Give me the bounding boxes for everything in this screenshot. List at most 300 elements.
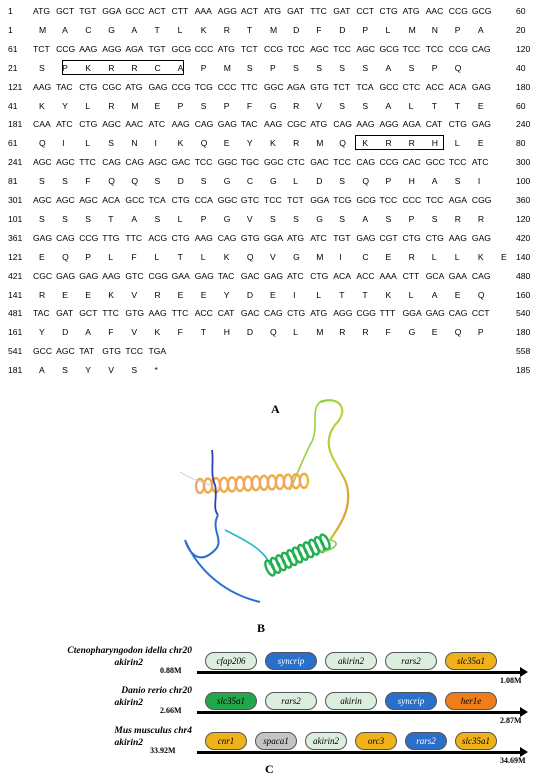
codon: CTT (402, 270, 420, 281)
amino-acid: S (385, 213, 392, 224)
gene-block: cfap206 (205, 652, 257, 670)
codon: CAG (333, 119, 352, 130)
codon: GTG (240, 232, 260, 243)
codon: GAG (194, 270, 214, 281)
codon: GAG (148, 81, 168, 92)
nt-row-start: 541 (8, 346, 23, 357)
codon: GAG (33, 232, 53, 243)
amino-acid: F (177, 327, 183, 338)
amino-acid: R (385, 138, 392, 149)
amino-acid: Y (223, 289, 230, 300)
amino-acid: Q (246, 251, 254, 262)
codon: CCG (448, 6, 468, 16)
amino-acid: N (431, 24, 438, 35)
codon: CCT (471, 308, 490, 319)
chromosome-line (197, 671, 520, 674)
codon: GAG (56, 270, 76, 281)
nt-row-start: 361 (8, 232, 23, 243)
amino-acid: P (62, 62, 68, 73)
helix-turn (300, 474, 308, 488)
codon: AGG (379, 119, 399, 130)
codon: AGA (287, 81, 306, 92)
codon: ATC (56, 119, 73, 130)
nt-row-start: 421 (8, 270, 23, 281)
aa-row-end: 80 (516, 138, 526, 149)
amino-acid: Y (246, 138, 253, 149)
codon: CTG (171, 232, 190, 243)
gene-block: rars2 (385, 652, 437, 670)
codon: TCC (402, 43, 421, 54)
codon: ATG (310, 308, 328, 319)
amino-acid: L (200, 251, 206, 262)
amino-acid: E (431, 327, 438, 338)
protein-3d-structure (170, 390, 370, 620)
amino-acid: F (385, 327, 391, 338)
synteny-panel (0, 630, 550, 765)
amino-acid: V (131, 327, 138, 338)
amino-acid: E (270, 289, 276, 300)
codon: CTG (379, 6, 398, 16)
codon: AAG (148, 308, 167, 319)
codon: AGA (448, 195, 467, 205)
nt-row-end: 558 (516, 346, 531, 357)
codon: GAC (171, 157, 191, 168)
amino-acid: S (339, 62, 346, 73)
amino-acid: L (431, 251, 437, 262)
codon: ACC (194, 308, 213, 319)
codon: AAG (356, 119, 375, 130)
codon: AAG (448, 232, 467, 243)
amino-acid: V (316, 100, 322, 111)
amino-acid: T (200, 327, 206, 338)
track-start-coordinate: 0.88M (160, 666, 182, 675)
amino-acid: S (316, 62, 322, 73)
amino-acid: L (385, 24, 391, 35)
codon: AGC (33, 157, 52, 168)
gene-block: spaca1 (255, 732, 297, 750)
amino-acid: K (362, 138, 369, 149)
amino-acid: P (362, 24, 369, 35)
amino-acid: S (270, 213, 276, 224)
amino-acid: Y (62, 100, 68, 111)
amino-acid: A (385, 100, 392, 111)
amino-acid: I (477, 176, 481, 187)
amino-acid: L (293, 327, 298, 338)
codon: TTC (125, 232, 143, 243)
amino-acid: D (246, 289, 254, 300)
amino-acid: S (293, 62, 299, 73)
amino-acid: D (246, 327, 254, 338)
aa-row-end: 20 (516, 24, 526, 35)
track-end-coordinate: 34.69M (500, 756, 526, 765)
amino-acid: K (270, 138, 276, 149)
amino-acid: G (270, 100, 277, 111)
codon: GCG (171, 43, 192, 54)
codon: GAG (356, 232, 376, 243)
aa-row-start: 181 (8, 365, 23, 376)
codon: AGG (102, 43, 122, 54)
gene-label: akirin2 (114, 698, 143, 708)
nt-row-start: 241 (8, 157, 23, 168)
nt-row-end: 240 (516, 119, 531, 130)
amino-acid: T (431, 100, 437, 111)
amino-acid: E (223, 138, 230, 149)
codon: TAC (56, 81, 73, 92)
chromosome-line (197, 751, 520, 754)
codon: GGC (264, 81, 284, 92)
codon: GTC (240, 195, 260, 205)
aa-row-start: 161 (8, 327, 23, 338)
aa-row-end: 120 (516, 213, 531, 224)
amino-acid: R (108, 62, 115, 73)
nt-row-end: 180 (516, 81, 531, 92)
codon: CCT (356, 6, 375, 16)
amino-acid: A (385, 62, 392, 73)
codon: GAA (171, 270, 190, 281)
gene-block: rars2 (405, 732, 447, 750)
codon: CTT (171, 6, 189, 16)
codon: TTC (79, 157, 96, 168)
codon: ATG (33, 6, 51, 16)
codon: TCC (333, 157, 351, 168)
codon: TAC (217, 270, 235, 281)
amino-acid: S (246, 62, 253, 73)
codon: TAT (79, 346, 95, 357)
codon: CGC (33, 270, 53, 281)
amino-acid: G (108, 24, 115, 35)
amino-acid: K (108, 289, 115, 300)
codon: TCC (194, 157, 213, 168)
aa-row-start: 101 (8, 213, 23, 224)
gene-block: cnr1 (205, 732, 247, 750)
codon: GGC (217, 195, 238, 205)
amino-acid: R (131, 62, 138, 73)
amino-acid: T (108, 213, 114, 224)
codon: GAT (56, 308, 74, 319)
codon: GCC (425, 157, 445, 168)
codon: AGC (102, 119, 121, 130)
amino-acid: S (131, 365, 138, 376)
amino-acid: R (454, 213, 462, 224)
codon: AAG (33, 81, 52, 92)
codon: GAG (264, 270, 284, 281)
codon: AAG (264, 119, 283, 130)
amino-acid: A (431, 176, 438, 187)
track-end-coordinate: 1.08M (500, 676, 522, 685)
amino-acid: E (477, 138, 484, 149)
amino-acid: M (316, 251, 324, 262)
gene-block: rars2 (265, 692, 317, 710)
amino-acid: E (385, 251, 392, 262)
codon: GGA (310, 195, 330, 205)
amino-acid: G (293, 251, 300, 262)
codon: ACG (148, 232, 168, 243)
codon: CCG (448, 43, 468, 54)
codon: GAG (79, 270, 99, 281)
codon: TCT (287, 195, 304, 205)
codon: AAG (79, 43, 98, 54)
helix-turn (228, 477, 236, 491)
amino-acid: N (131, 138, 138, 149)
nt-row-end: 540 (516, 308, 531, 319)
aa-row-end: 60 (516, 100, 526, 111)
codon: TCT (33, 43, 50, 54)
gene-block: slc35a1 (445, 652, 497, 670)
amino-acid: A (362, 213, 369, 224)
helix-turn (284, 475, 292, 489)
codon: CGG (356, 308, 376, 319)
amino-acid: K (154, 327, 161, 338)
codon: ATC (287, 270, 304, 281)
codon: ATG (287, 232, 305, 243)
codon: AGG (217, 6, 237, 16)
codon: CTC (402, 81, 421, 92)
codon: TCC (333, 43, 351, 54)
amino-acid: F (108, 327, 114, 338)
amino-acid: E (501, 251, 507, 262)
amino-acid: I (293, 289, 296, 300)
codon: AGG (333, 308, 353, 319)
codon: CTG (448, 119, 467, 130)
codon: CAG (356, 157, 376, 168)
amino-acid: L (85, 138, 90, 149)
codon: CTC (287, 157, 305, 168)
amino-acid: R (339, 327, 346, 338)
amino-acid: P (477, 327, 484, 338)
codon: AAA (379, 270, 397, 281)
amino-acid: M (223, 62, 231, 73)
codon: TAC (33, 308, 50, 319)
amino-acid: K (385, 289, 392, 300)
codon: GCC (125, 195, 145, 205)
amino-acid: Q (454, 62, 462, 73)
codon: ACA (102, 195, 120, 205)
codon: CAG (125, 157, 145, 168)
amino-acid: P (454, 24, 461, 35)
aa-row-end: 40 (516, 62, 526, 73)
amino-acid: H (408, 176, 415, 187)
codon: ATC (471, 157, 489, 168)
nt-row-end: 300 (516, 157, 531, 168)
amino-acid: E (154, 100, 161, 111)
codon: CCG (264, 43, 284, 54)
codon: ACC (356, 270, 375, 281)
amino-acid: G (270, 176, 277, 187)
coil-segment (290, 402, 320, 490)
amino-acid: Y (39, 327, 45, 338)
codon: GTC (125, 270, 144, 281)
amino-acid: A (85, 327, 91, 338)
codon: TCC (264, 195, 282, 205)
amino-acid: * (154, 365, 158, 376)
gene-block: syncrip (385, 692, 437, 710)
amino-acid: F (316, 24, 322, 35)
amino-acid: D (316, 176, 323, 187)
aa-row-start: 1 (8, 24, 13, 35)
amino-acid: D (177, 176, 184, 187)
codon: GCG (471, 6, 492, 16)
codon: TGT (79, 6, 97, 16)
codon: CGG (471, 195, 492, 205)
helix-turn (276, 475, 284, 489)
helix-turn (236, 477, 244, 491)
codon: AGC (56, 346, 75, 357)
amino-acid: Q (339, 138, 346, 149)
track-start-coordinate: 2.66M (160, 706, 182, 715)
codon: GGA (264, 232, 284, 243)
codon: GGC (264, 157, 284, 168)
amino-acid: A (177, 62, 184, 73)
nls-box-2 (355, 135, 444, 150)
codon: ACT (240, 6, 259, 16)
codon: AAC (125, 119, 144, 130)
codon: GAC (240, 308, 260, 319)
codon: TCC (379, 195, 398, 205)
amino-acid: K (85, 62, 91, 73)
aa-row-end: 185 (516, 365, 531, 376)
nt-row-end: 360 (516, 195, 531, 205)
gene-block: akirin2 (325, 652, 377, 670)
amino-acid: P (431, 62, 438, 73)
codon: TCT (333, 81, 351, 92)
amino-acid: L (454, 138, 460, 149)
codon: TCC (448, 157, 467, 168)
codon: GAT (333, 6, 351, 16)
codon: GGA (102, 6, 122, 16)
aa-row-end: 160 (516, 289, 531, 300)
amino-acid: E (454, 289, 461, 300)
amino-acid: A (131, 213, 138, 224)
amino-acid: L (408, 100, 414, 111)
codon: AGC (79, 195, 98, 205)
codon: CAG (217, 232, 237, 243)
amino-acid: L (154, 251, 160, 262)
amino-acid: S (362, 100, 369, 111)
amino-acid: M (39, 24, 47, 35)
codon: GCT (79, 308, 98, 319)
codon: ATG (264, 6, 282, 16)
amino-acid: L (177, 24, 183, 35)
gene-block: orc3 (355, 732, 397, 750)
gene-block: syncrip (265, 652, 317, 670)
amino-acid: K (477, 251, 484, 262)
codon: GCT (56, 6, 75, 16)
amino-acid: A (431, 289, 438, 300)
nls-box-1 (62, 60, 184, 75)
gene-block: akirin (325, 692, 377, 710)
amino-acid: M (316, 138, 324, 149)
amino-acid: K (39, 100, 45, 111)
amino-acid: R (154, 289, 161, 300)
amino-acid: A (131, 24, 138, 35)
amino-acid: R (408, 138, 415, 149)
amino-acid: V (131, 289, 138, 300)
amino-acid: E (177, 289, 184, 300)
panel-label-b: B (257, 621, 266, 635)
codon: CTG (79, 81, 98, 92)
amino-acid: I (154, 138, 157, 149)
amino-acid: L (293, 176, 298, 187)
codon: AGC (33, 195, 52, 205)
codon: CTG (402, 232, 421, 243)
codon: GCC (379, 81, 399, 92)
amino-acid: K (177, 138, 184, 149)
codon: CCG (56, 43, 76, 54)
codon: TGC (240, 157, 260, 168)
codon: CAG (471, 270, 491, 281)
amino-acid: T (246, 24, 253, 35)
codon: GAA (448, 270, 467, 281)
amino-acid: M (316, 327, 324, 338)
amino-acid: S (154, 213, 161, 224)
codon: TCA (148, 195, 166, 205)
codon: AGC (56, 195, 75, 205)
codon: GAG (471, 119, 491, 130)
amino-acid: F (131, 251, 137, 262)
amino-acid: L (108, 251, 114, 262)
codon: AGA (125, 43, 144, 54)
amino-acid: P (200, 213, 207, 224)
codon: TCT (240, 43, 258, 54)
amino-acid: S (339, 176, 346, 187)
codon: CCG (79, 232, 99, 243)
amino-acid: R (293, 138, 300, 149)
nt-row-end: 60 (516, 6, 526, 16)
gene-label: akirin2 (114, 738, 143, 748)
codon: TCG (194, 81, 213, 92)
codon: CGT (379, 232, 398, 243)
nt-row-start: 61 (8, 43, 18, 54)
track-start-coordinate: 33.92M (150, 746, 176, 755)
nt-row-end: 120 (516, 43, 531, 54)
codon: CCC (402, 195, 422, 205)
codon: ATG (310, 119, 328, 130)
amino-acid: M (131, 100, 139, 111)
codon: CAC (402, 157, 421, 168)
amino-acid: D (62, 327, 69, 338)
codon: CAG (264, 308, 283, 319)
helix-turn (260, 476, 268, 490)
amino-acid: H (431, 138, 438, 149)
codon: ATC (310, 232, 327, 243)
codon: CAG (448, 308, 468, 319)
amino-acid: E (200, 289, 207, 300)
codon: GAC (240, 270, 260, 281)
codon: GTG (310, 81, 329, 92)
codon: CTG (310, 270, 329, 281)
aa-row-start: 41 (8, 100, 18, 111)
amino-acid: G (223, 176, 231, 187)
codon: GCA (425, 270, 445, 281)
amino-acid: P (223, 100, 230, 111)
codon: GAG (471, 232, 491, 243)
amino-acid: L (85, 100, 90, 111)
amino-acid: Q (454, 327, 462, 338)
codon: AAG (194, 232, 213, 243)
codon: CAT (217, 308, 235, 319)
amino-acid: P (200, 62, 207, 73)
amino-acid: Q (131, 176, 139, 187)
amino-acid: S (431, 213, 438, 224)
codon: TTT (379, 308, 396, 319)
nt-row-end: 480 (516, 270, 531, 281)
amino-acid: T (154, 24, 160, 35)
codon: CAG (56, 232, 75, 243)
codon: ATG (217, 43, 235, 54)
codon: GAT (287, 6, 305, 16)
amino-acid: P (85, 251, 91, 262)
amino-acid: L (316, 289, 321, 300)
